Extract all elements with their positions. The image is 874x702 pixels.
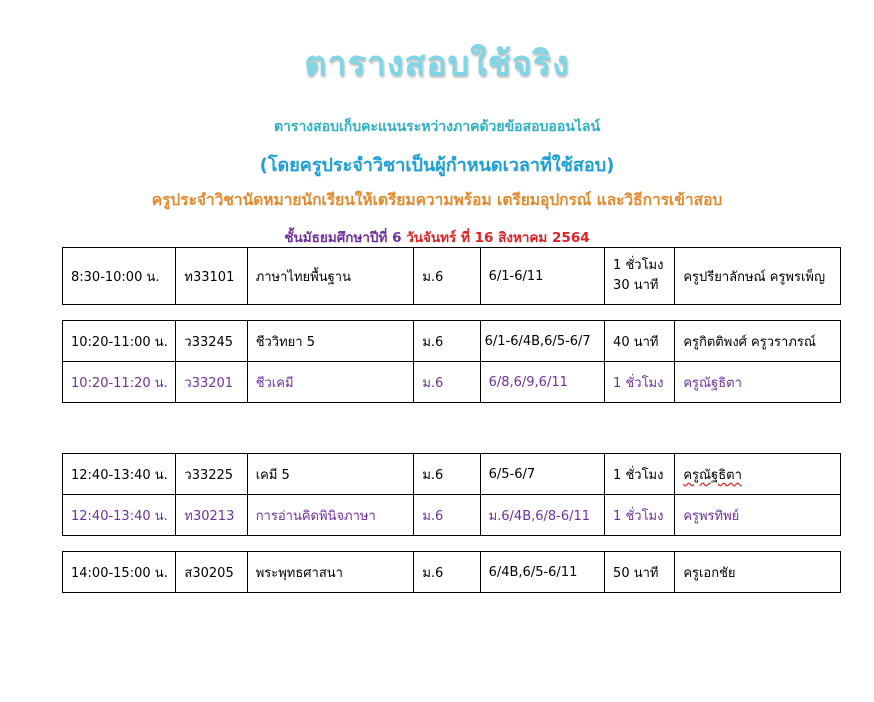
teacher-name (675, 454, 841, 495)
course-code: ท33101 (176, 248, 247, 305)
teacher-name-text: ครูณัฐธิตา (683, 467, 742, 483)
exam-subtitle: ตารางสอบเก็บคะแนนระหว่างภาคด้วยข้อสอบออนไลน์ (273, 119, 601, 135)
exam-note: (โดยครูประจำวิชาเป็นผู้กำหนดเวลาที่ใช้สอบ) (259, 155, 615, 176)
schedule-table-morning (62, 247, 841, 305)
schedule-table-late-afternoon (62, 551, 841, 593)
exam-date-line (0, 226, 874, 248)
table-row (63, 248, 841, 305)
class-rooms: 6/1-6/11 (480, 248, 604, 305)
teacher-name: ครูพรทิพย์ (675, 495, 841, 536)
course-code: ส30205 (176, 552, 247, 593)
class-rooms: 6/4B,6/5-6/11 (480, 552, 604, 593)
exam-time: 14:00-15:00 น. (63, 552, 176, 593)
course-code: ว33225 (176, 454, 247, 495)
course-subject: การอ่านคิดพินิจภาษา (247, 495, 414, 536)
class-rooms: ม.6/4B,6/8-6/11 (480, 495, 604, 536)
exam-time: 8:30-10:00 น. (63, 248, 176, 305)
course-subject: ชีววิทยา 5 (247, 321, 414, 362)
table-row (63, 362, 841, 403)
course-subject: เคมี 5 (247, 454, 414, 495)
exam-instruction: ครูประจำวิชานัดหมายนักเรียนให้เตรียมความพร้อม เตรียมอุปกรณ์ และวิธีการเข้าสอบ (151, 191, 723, 209)
exam-time: 12:40-13:40 น. (63, 454, 176, 495)
grade-level: ม.6 (414, 454, 480, 495)
teacher-name: ครูเอกชัย (675, 552, 841, 593)
exam-time: 12:40-13:40 น. (63, 495, 176, 536)
schedule-table-late-morning (62, 320, 841, 403)
teacher-name: ครูปรียาลักษณ์ ครูพรเพ็ญ (675, 248, 841, 305)
exam-date: วันจันทร์ ที่ 16 สิงหาคม 2564 (406, 230, 590, 246)
exam-time: 10:20-11:00 น. (63, 321, 176, 362)
exam-time: 10:20-11:20 น. (63, 362, 176, 403)
class-rooms: 6/8,6/9,6/11 (480, 362, 604, 403)
table-row (63, 495, 841, 536)
exam-duration: 1 ชั่วโมง (605, 495, 675, 536)
course-subject: พระพุทธศาสนา (247, 552, 414, 593)
schedule-table-afternoon (62, 453, 841, 536)
table-row (63, 321, 841, 362)
page-title: ตารางสอบใช้จริง (304, 44, 570, 84)
exam-duration: 40 นาที (605, 321, 675, 362)
exam-duration: 1 ชั่วโมง (605, 362, 675, 403)
exam-duration: 1 ชั่วโมง (605, 454, 675, 495)
exam-duration: 50 นาที (605, 552, 675, 593)
table-row (63, 454, 841, 495)
class-rooms: 6/1-6/4B,6/5-6/7 (480, 321, 604, 362)
grade-level: ม.6 (414, 248, 480, 305)
grade-level: ม.6 (414, 321, 480, 362)
grade-level: ม.6 (414, 495, 480, 536)
grade-level: ม.6 (414, 552, 480, 593)
teacher-name: ครูณัฐธิตา (675, 362, 841, 403)
grade-level: ม.6 (414, 362, 480, 403)
class-rooms: 6/5-6/7 (480, 454, 604, 495)
course-code: ว33245 (176, 321, 247, 362)
course-subject: ภาษาไทยพื้นฐาน (247, 248, 414, 305)
teacher-name: ครูกิตติพงศ์ ครูวราภรณ์ (675, 321, 841, 362)
exam-duration: 1 ชั่วโมง 30 นาที (605, 248, 675, 305)
course-code: ว33201 (176, 362, 247, 403)
exam-grade-label: ชั้นมัธยมศึกษาปีที่ 6 (284, 230, 407, 246)
course-subject: ชีวเคมี (247, 362, 414, 403)
course-code: ท30213 (176, 495, 247, 536)
table-row (63, 552, 841, 593)
